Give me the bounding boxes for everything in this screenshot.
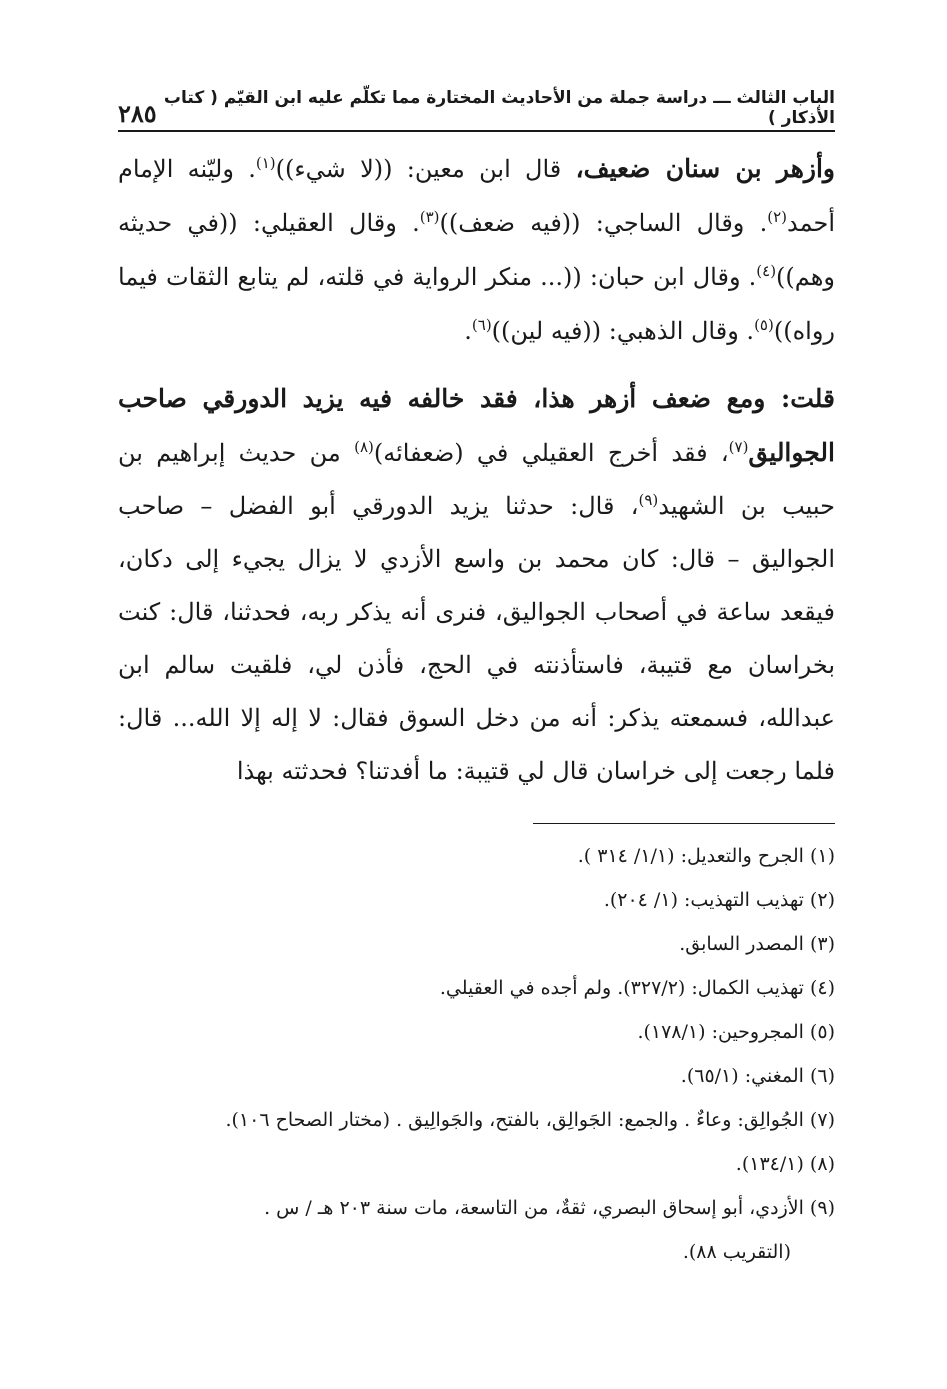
footnote-item: (٦) المغني: (٦٥/١).: [680, 1065, 835, 1087]
footnote-item: (٧) الجُوالِق: وعاءٌ . والجمع: الجَوالِق، بالفتح، والجَوالِيق . (مختار الصحاح ١٠٦).: [225, 1109, 835, 1131]
footnote-item: (٥) المجروحين: (١٧٨/١).: [637, 1021, 835, 1043]
footnote-item: (٣) المصدر السابق.: [679, 933, 835, 955]
paragraph-text: من حديث إبراهيم بن حبيب بن الشهيد: [118, 439, 836, 520]
paragraph-text: . وقال العقيلي: ((في حديثه وهم)): [118, 209, 835, 291]
paragraph-text: .: [464, 317, 472, 345]
chapter-title: الباب الثالث ـــ دراسة جملة من الأحاديث المختارة مما تكلّم عليه ابن القيّم ( كتاب الأذكار ): [163, 88, 835, 128]
paragraph-text: . وقال الذهبي: ((فيه لين)): [491, 317, 755, 345]
page-number: ٢٨٥: [118, 99, 157, 128]
footnote-marker: (٨): [354, 438, 374, 456]
footnotes-list: [118, 834, 835, 1274]
footnote-marker: (٧): [728, 438, 749, 456]
footnote-marker: (٤): [756, 262, 777, 280]
footnote-marker: (١): [255, 154, 276, 172]
paragraph-lead: وأزهر بن سنان ضعيف،: [575, 154, 835, 183]
footnote-marker: (٩): [638, 491, 659, 509]
footnote-continuation: (التقريب ٨٨).: [682, 1241, 791, 1263]
paragraph-text: . وقال الساجي: ((فيه ضعف)): [439, 209, 768, 237]
paragraph-text: ، قال: حدثنا يزيد الدورقي أبو الفضل – صاحب الجواليق – قال: كان محمد بن واسع الأزدي لا يزال يجيء إلى دكان، فيقعد ساعة في أصحاب الجواليق، فنرى أنه يذكر ربه، فحدثنا، قال: كنت بخراسان مع قتيبة، فاستأذنته في الحج، فأذن لي، فلقيت سالم ابن عبدالله، فسمعته يذكر: أنه من دخل السوق فقال: لا إله إلا الله... قال: فلما رجعت إلى خراسان قال لي قتيبة: ما أفدتنا؟ فحدثته بهذا: [118, 492, 835, 785]
paragraph-text: . وليّنه الإمام أحمد: [118, 155, 836, 237]
paragraph-text: قال ابن معين: ((لا شيء)): [275, 155, 576, 183]
running-header: [118, 88, 835, 128]
paragraph-text: . وقال ابن حبان: ((... منكر الرواية في قلته، لم يتابع الثقات فيما رواه)): [118, 263, 835, 345]
footnote-item: (٤) تهذيب الكمال: (٣٢٧/٢). ولم أجده في العقيلي.: [439, 977, 835, 999]
footnote-marker: (٢): [767, 208, 788, 226]
footnote-item: (٨) (١٣٤/١).: [735, 1153, 835, 1175]
paragraph-text: ، فقد أخرج العقيلي في (ضعفائه): [373, 439, 729, 467]
header-rule: [118, 130, 835, 132]
footnote-item: (٩) الأزدي، أبو إسحاق البصري، ثقةٌ، من التاسعة، مات سنة ٢٠٣ هـ / س .: [264, 1197, 835, 1219]
footnote-marker: (٥): [754, 316, 774, 334]
footnote-item: (١) الجرح والتعديل: (١/١/ ٣١٤ ).: [577, 845, 835, 867]
footnote-marker: (٦): [471, 316, 492, 334]
paragraph-lead: قلت: ومع ضعف أزهر هذا، فقد خالفه فيه يزيد الدورقي صاحب الجواليق: [118, 384, 835, 467]
paragraph-commentary: [118, 372, 835, 798]
footnote-separator: [533, 823, 835, 824]
paragraph-azhar: [118, 142, 835, 358]
footnote-item: (٢) تهذيب التهذيب: (١/ ٢٠٤).: [603, 889, 835, 911]
footnote-marker: (٣): [419, 208, 440, 226]
